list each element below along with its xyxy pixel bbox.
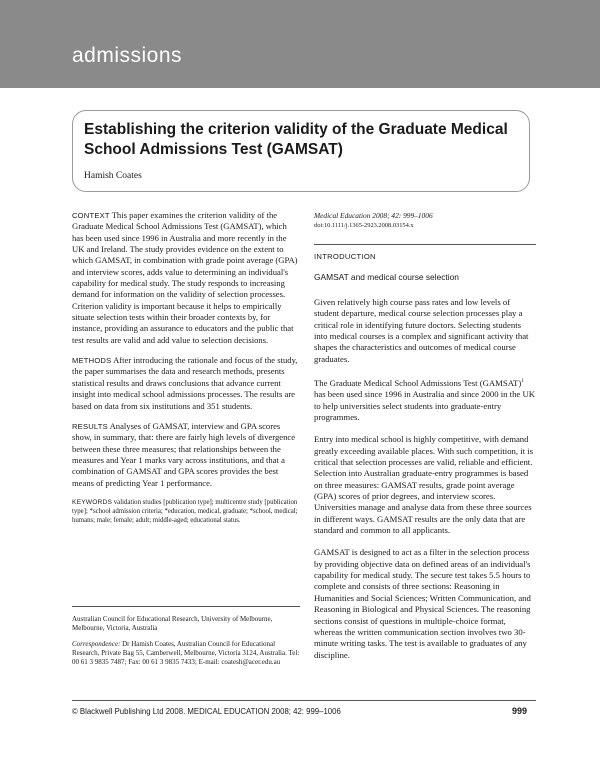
methods-text: After introducing the rationale and focus of the study, the paper summarises the data and research methods, presents statistical results and draws conclusions that advance current insight into medical school admissions processes. The results are based on data from six institutions and 351 students.	[72, 355, 298, 411]
footer-divider	[72, 700, 536, 701]
correspondence	[72, 640, 300, 668]
correspondence-text: Dr Hamish Coates, Australian Council for Educational Research, Private Bag 55, Camberwell, Melbourne, Victoria 3124, Australia. Tel: 00 61 3 9835 7487; Fax: 00 61 3 9835 7433; E-mail: coatesh@acer.edu.au	[72, 639, 300, 667]
doi: doi:10.1111/j.1365-2923.2008.03154.x	[314, 222, 414, 230]
correspondence-label: Correspondence:	[72, 639, 121, 648]
affiliation-divider	[72, 606, 300, 607]
article-title: Establishing the criterion validity of the Graduate Medical School Admissions Test (GAMSAT)	[84, 121, 508, 158]
abstract-column	[72, 210, 300, 535]
keywords-label: KEYWORDS	[72, 498, 113, 506]
affiliation-block	[72, 615, 300, 673]
body-paragraph: Entry into medical school is highly competitive, with demand greatly exceeding available places. With such competition, it is critical that selection processes are valid, reliable and efficient. Selection into Australian graduate-entry programmes is based on three measures: GAMSAT results, grade point average (GPA) scores of prior degrees, and interview scores. Universities manage and analyse data from these three sources in different ways. GAMSAT results are the only data that are standard and common to all applicants.	[314, 434, 534, 536]
body-paragraph: Given relatively high course pass rates and low levels of student departure, medical course selection processes play a critical role in identifying future doctors. Selecting students into medical courses is a complex and significant activity that shapes the characteristics and outcomes of medical course graduates.	[314, 297, 529, 364]
reference-marker: 1	[521, 378, 524, 385]
body-text: has been used since 1996 in Australia and since 2000 in the UK to help universities select students into graduate-entry programmes.	[314, 389, 536, 423]
body-column	[314, 210, 536, 672]
introduction-heading: INTRODUCTION	[314, 244, 536, 262]
keywords-text: validation studies [publication type]; multicentre study [publication type]; *school admission criteria; *education, medical, graduate; *school, medical; humans; male; female; adult; middle-aged; educational status.	[72, 498, 298, 525]
section-label: admissions	[72, 44, 183, 67]
abstract-context	[72, 210, 300, 346]
context-text: This paper examines the criterion validity of the Graduate Medical School Admissions Test (GAMSAT), which has been used since 1996 in Australia and more recently in the UK and Ireland. The study provides evidence on the extent to which GAMSAT, in combination with grade point average (GPA) and interview scores, adds value to determining an individual's capability for medical study. The study responds to increasing demand for information on the validity of selection processes. Criterion validity is important because it helps to empirically situate selection tests within their broader contexts by, for instance, providing an assurance to educators and the public that test results are valid and add value to selection decisions.	[72, 210, 298, 345]
abstract-results	[72, 421, 300, 489]
abstract-methods	[72, 355, 300, 412]
institution: Australian Council for Educational Research, University of Melbourne, Melbourne, Victoria, Australia	[72, 615, 273, 633]
results-label: RESULTS	[72, 421, 108, 431]
abstract-keywords	[72, 498, 300, 526]
page-number: 999	[512, 706, 528, 716]
body-paragraph	[314, 376, 536, 423]
section-subheading: GAMSAT and medical course selection	[314, 271, 459, 282]
results-text: Analyses of GAMSAT, interview and GPA scores show, in summary, that: there are fairly high levels of divergence between these three measures; that relationships between the measures and Year 1 marks vary across institutions, and that a combination of GAMSAT and GPA scores provides the best means of predicting Year 1 performance.	[72, 420, 296, 488]
methods-label: METHODS	[72, 356, 112, 366]
footer-copyright: © Blackwell Publishing Ltd 2008. MEDICAL EDUCATION 2008; 42: 999–1006	[72, 707, 341, 716]
body-paragraph: GAMSAT is designed to act as a filter in the selection process by providing objective data on defined areas of an individual's capability for medical study. The secure test takes 5.5 hours to complete and consists of three sections: Reasoning in Humanities and Social Sciences; Written Communication, and Reasoning in Biological and Physical Sciences. The reasoning sections consist of questions in multiple-choice format, whereas the written communication section involves two 30-minute writing tasks. The test is available to graduates of any discipline.	[314, 547, 531, 660]
section-header-band	[0, 0, 600, 88]
author-name: Hamish Coates	[84, 171, 142, 181]
journal-citation: Medical Education 2008; 42: 999–1006	[314, 211, 433, 220]
body-text: The Graduate Medical School Admissions Test (GAMSAT)	[314, 377, 522, 388]
context-label: CONTEXT	[72, 211, 110, 220]
